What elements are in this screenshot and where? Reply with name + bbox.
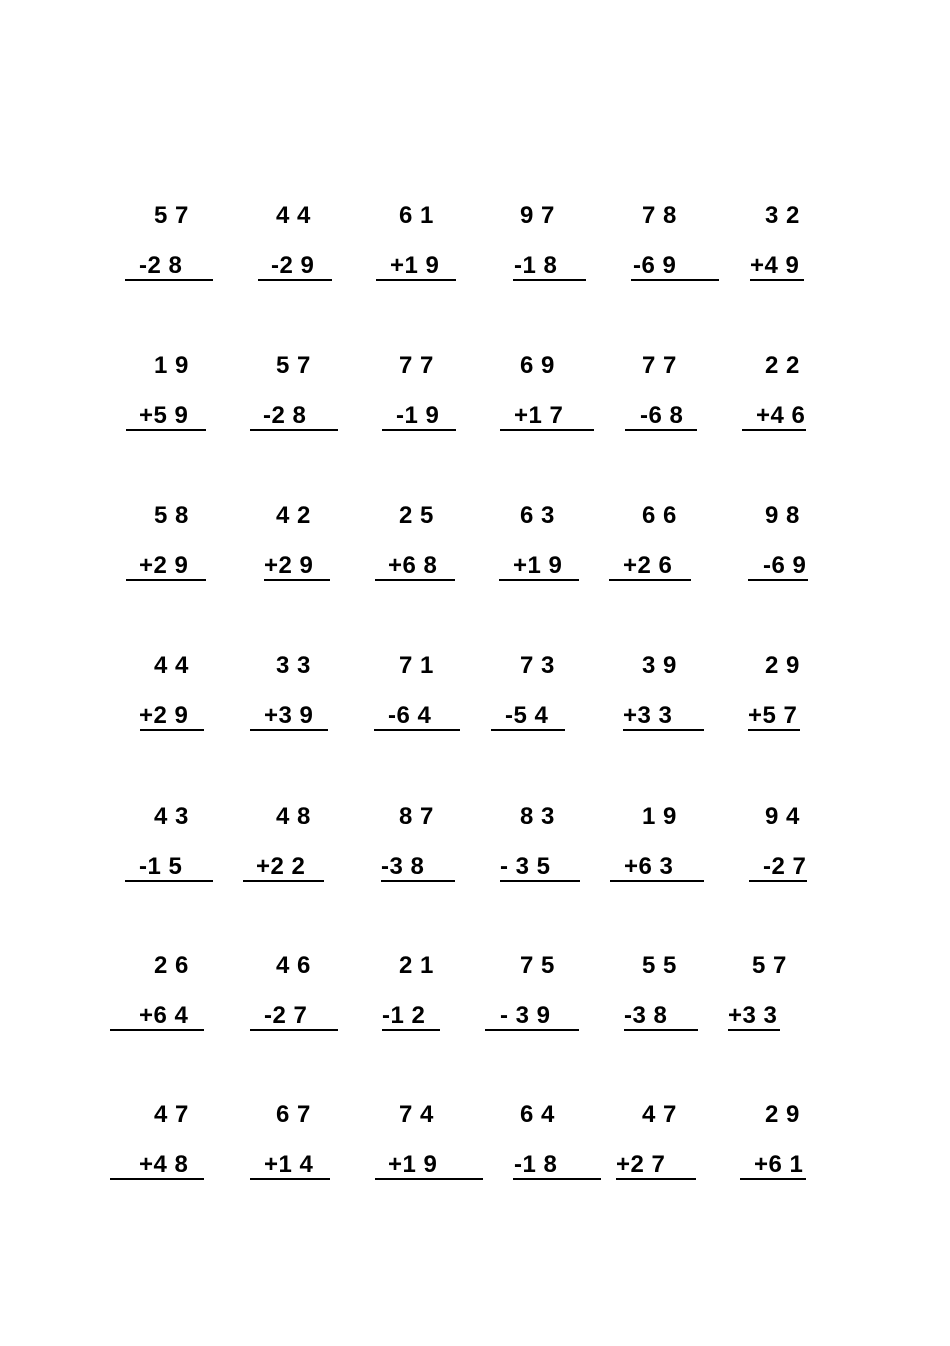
- minuend: 5 8: [154, 502, 189, 529]
- minuend: 7 4: [399, 1101, 434, 1128]
- problem: [484, 804, 604, 894]
- operand: +5 7: [748, 702, 798, 729]
- operand: -6 9: [763, 552, 807, 579]
- problem: [606, 353, 726, 443]
- operand: +1 7: [514, 402, 564, 429]
- answer-line: [625, 429, 697, 431]
- answer-line: [728, 1029, 780, 1031]
- minuend: 3 2: [765, 202, 800, 229]
- minuend: 6 3: [520, 502, 555, 529]
- answer-line: [140, 729, 204, 731]
- answer-line: [250, 429, 338, 431]
- minuend: 4 3: [154, 803, 189, 830]
- operand: +4 8: [139, 1151, 189, 1178]
- minuend: 6 1: [399, 202, 434, 229]
- answer-line: [609, 579, 691, 581]
- problem: [240, 953, 360, 1043]
- problem: [728, 804, 848, 894]
- operand: -1 8: [514, 252, 558, 279]
- answer-line: [126, 429, 206, 431]
- operand: -2 7: [763, 853, 807, 880]
- answer-line: [750, 279, 804, 281]
- minuend: 3 9: [642, 652, 677, 679]
- problem: [606, 1102, 726, 1192]
- operand: +6 1: [754, 1151, 804, 1178]
- minuend: 1 9: [154, 352, 189, 379]
- answer-line: [243, 880, 324, 882]
- minuend: 2 1: [399, 952, 434, 979]
- operand: +1 9: [390, 252, 440, 279]
- answer-line: [375, 1178, 483, 1180]
- operand: +2 9: [139, 552, 189, 579]
- answer-line: [375, 579, 455, 581]
- minuend: 5 7: [752, 952, 787, 979]
- minuend: 4 8: [276, 803, 311, 830]
- operand: -1 9: [396, 402, 440, 429]
- problem: [110, 953, 230, 1043]
- minuend: 4 4: [154, 652, 189, 679]
- answer-line: [491, 729, 565, 731]
- operand: - 3 9: [500, 1002, 551, 1029]
- answer-line: [742, 429, 806, 431]
- minuend: 5 7: [276, 352, 311, 379]
- minuend: 2 9: [765, 652, 800, 679]
- problem: [484, 1102, 604, 1192]
- operand: -3 8: [381, 853, 425, 880]
- minuend: 4 7: [642, 1101, 677, 1128]
- problem: [240, 804, 360, 894]
- problem: [110, 503, 230, 593]
- answer-line: [382, 1029, 440, 1031]
- operand: -2 8: [139, 252, 183, 279]
- operand: -2 7: [264, 1002, 308, 1029]
- problem: [110, 353, 230, 443]
- operand: +2 9: [264, 552, 314, 579]
- answer-line: [616, 1178, 696, 1180]
- answer-line: [381, 880, 455, 882]
- operand: +1 9: [388, 1151, 438, 1178]
- problem: [484, 653, 604, 743]
- operand: -1 2: [382, 1002, 426, 1029]
- problem: [110, 1102, 230, 1192]
- minuend: 8 7: [399, 803, 434, 830]
- operand: +6 3: [624, 853, 674, 880]
- answer-line: [250, 729, 328, 731]
- minuend: 7 7: [399, 352, 434, 379]
- minuend: 5 7: [154, 202, 189, 229]
- problem: [362, 503, 482, 593]
- answer-line: [499, 579, 579, 581]
- answer-line: [374, 729, 460, 731]
- answer-line: [748, 579, 808, 581]
- problem: [728, 503, 848, 593]
- minuend: 2 9: [765, 1101, 800, 1128]
- answer-line: [513, 279, 586, 281]
- answer-line: [610, 880, 704, 882]
- problem: [110, 653, 230, 743]
- minuend: 6 7: [276, 1101, 311, 1128]
- minuend: 3 3: [276, 652, 311, 679]
- problem: [484, 203, 604, 293]
- minuend: 7 8: [642, 202, 677, 229]
- problem: [728, 653, 848, 743]
- problem: [484, 503, 604, 593]
- operand: -1 5: [139, 853, 183, 880]
- problem: [240, 203, 360, 293]
- operand: +2 2: [256, 853, 306, 880]
- operand: +2 9: [139, 702, 189, 729]
- operand: -3 8: [624, 1002, 668, 1029]
- answer-line: [624, 1029, 698, 1031]
- operand: +4 6: [756, 402, 806, 429]
- operand: +6 8: [388, 552, 438, 579]
- answer-line: [110, 1178, 204, 1180]
- operand: -6 9: [633, 252, 677, 279]
- problem: [606, 653, 726, 743]
- answer-line: [126, 579, 206, 581]
- operand: -6 8: [640, 402, 684, 429]
- problem: [728, 953, 848, 1043]
- minuend: 4 4: [276, 202, 311, 229]
- answer-line: [631, 279, 719, 281]
- minuend: 1 9: [642, 803, 677, 830]
- operand: +3 3: [728, 1002, 778, 1029]
- answer-line: [125, 880, 213, 882]
- operand: +2 6: [623, 552, 673, 579]
- minuend: 2 5: [399, 502, 434, 529]
- operand: -6 4: [388, 702, 432, 729]
- operand: +1 9: [513, 552, 563, 579]
- answer-line: [125, 279, 213, 281]
- answer-line: [382, 429, 456, 431]
- problem: [110, 804, 230, 894]
- answer-line: [500, 880, 580, 882]
- minuend: 5 5: [642, 952, 677, 979]
- answer-line: [250, 1029, 338, 1031]
- problem: [484, 953, 604, 1043]
- problem: [362, 1102, 482, 1192]
- answer-line: [740, 1178, 806, 1180]
- answer-line: [264, 579, 330, 581]
- problem: [362, 353, 482, 443]
- problem: [728, 203, 848, 293]
- operand: -2 8: [263, 402, 307, 429]
- operand: -5 4: [505, 702, 549, 729]
- problem: [362, 203, 482, 293]
- problem: [362, 804, 482, 894]
- minuend: 7 3: [520, 652, 555, 679]
- problem: [728, 1102, 848, 1192]
- minuend: 6 9: [520, 352, 555, 379]
- operand: +3 3: [623, 702, 673, 729]
- minuend: 7 5: [520, 952, 555, 979]
- operand: -2 9: [271, 252, 315, 279]
- minuend: 2 2: [765, 352, 800, 379]
- answer-line: [485, 1029, 579, 1031]
- problem: [240, 1102, 360, 1192]
- problem: [110, 203, 230, 293]
- operand: +1 4: [264, 1151, 314, 1178]
- answer-line: [513, 1178, 601, 1180]
- minuend: 4 2: [276, 502, 311, 529]
- problem: [240, 503, 360, 593]
- problem: [606, 953, 726, 1043]
- problem: [362, 953, 482, 1043]
- problem: [240, 653, 360, 743]
- operand: - 3 5: [500, 853, 551, 880]
- minuend: 4 7: [154, 1101, 189, 1128]
- minuend: 6 4: [520, 1101, 555, 1128]
- answer-line: [376, 279, 456, 281]
- problem: [606, 804, 726, 894]
- answer-line: [258, 279, 332, 281]
- operand: +3 9: [264, 702, 314, 729]
- problem: [240, 353, 360, 443]
- problem: [362, 653, 482, 743]
- minuend: 7 7: [642, 352, 677, 379]
- answer-line: [250, 1178, 330, 1180]
- minuend: 7 1: [399, 652, 434, 679]
- operand: +6 4: [139, 1002, 189, 1029]
- operand: +2 7: [616, 1151, 666, 1178]
- minuend: 9 8: [765, 502, 800, 529]
- minuend: 8 3: [520, 803, 555, 830]
- operand: +5 9: [139, 402, 189, 429]
- minuend: 9 4: [765, 803, 800, 830]
- answer-line: [623, 729, 704, 731]
- problem: [606, 503, 726, 593]
- problem: [728, 353, 848, 443]
- minuend: 6 6: [642, 502, 677, 529]
- minuend: 2 6: [154, 952, 189, 979]
- answer-line: [749, 880, 807, 882]
- answer-line: [500, 429, 594, 431]
- operand: +4 9: [750, 252, 800, 279]
- minuend: 9 7: [520, 202, 555, 229]
- minuend: 4 6: [276, 952, 311, 979]
- operand: -1 8: [514, 1151, 558, 1178]
- problem: [484, 353, 604, 443]
- problem: [606, 203, 726, 293]
- answer-line: [748, 729, 800, 731]
- answer-line: [110, 1029, 204, 1031]
